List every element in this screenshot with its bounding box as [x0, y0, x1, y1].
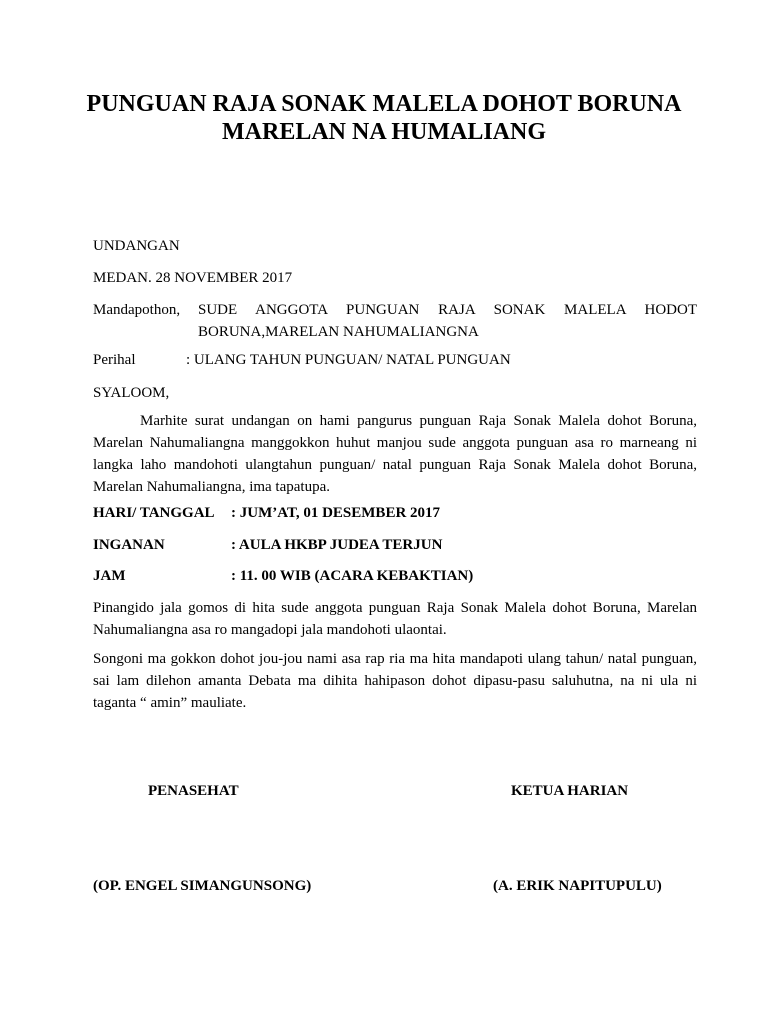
signature-role-chairman: KETUA HARIAN: [511, 783, 629, 799]
signature-name-chairman: (A. ERIK NAPITUPULU): [493, 878, 662, 894]
paragraph-closing: Songoni ma gokkon dohot jou-jou nami asa rap ria ma hita mandapoti ulang tahun/ natal punguan, sai lam dilehon amanta Debata ma dihita hahipason dohot dipasu-pasu saluhutna, na ni ula ni taganta “ amin” mauliate.: [93, 651, 697, 711]
signature-name-advisor: (OP. ENGEL SIMANGUNSONG): [93, 878, 312, 894]
perihal-label: Perihal: [93, 352, 136, 368]
detail-value-place: : AULA HKBP JUDEA TERJUN: [231, 537, 443, 553]
signature-role-advisor: PENASEHAT: [148, 783, 239, 799]
addressee-text: [198, 299, 697, 343]
paragraph-request: Pinangido jala gomos di hita sude anggota punguan Raja Sonak Malela dohot Boruna, Marelan Nahumaliangna asa ro mangadopi jala mandohoti ulaontai.: [93, 600, 697, 638]
greeting: SYALOOM,: [93, 385, 170, 401]
paragraph-invitation: Marhite surat undangan on hami pangurus punguan Raja Sonak Malela dohot Boruna, Marelan Nahumaliangna manggokkon huhut manjou sude anggota punguan asa ro marneang ni langka laho mandohoti ulangtahun punguan/ natal punguan Raja Sonak Malela dohot Boruna, Marelan Nahumaliangna, ima tapatupa.: [93, 413, 697, 495]
title-line-2: MARELAN NA HUMALIANG: [222, 119, 546, 145]
letter-heading: UNDANGAN: [93, 238, 180, 254]
letter-date: MEDAN. 28 NOVEMBER 2017: [93, 270, 293, 286]
letter-title: [40, 90, 728, 146]
title-line-1: PUNGUAN RAJA SONAK MALELA DOHOT BORUNA: [86, 91, 682, 117]
detail-label-place: INGANAN: [93, 537, 165, 553]
addressee-line-1: SUDE ANGGOTA PUNGUAN RAJA SONAK MALELA HODOT: [198, 302, 697, 318]
addressee-line-2: BORUNA,MARELAN NAHUMALIANGNA: [198, 324, 479, 340]
detail-label-date: HARI/ TANGGAL: [93, 505, 215, 521]
addressee-label: Mandapothon,: [93, 302, 181, 318]
detail-label-time: JAM: [93, 568, 126, 584]
perihal-value: : ULANG TAHUN PUNGUAN/ NATAL PUNGUAN: [186, 352, 511, 368]
detail-value-date: : JUM’AT, 01 DESEMBER 2017: [231, 505, 441, 521]
detail-value-time: : 11. 00 WIB (ACARA KEBAKTIAN): [231, 568, 474, 584]
